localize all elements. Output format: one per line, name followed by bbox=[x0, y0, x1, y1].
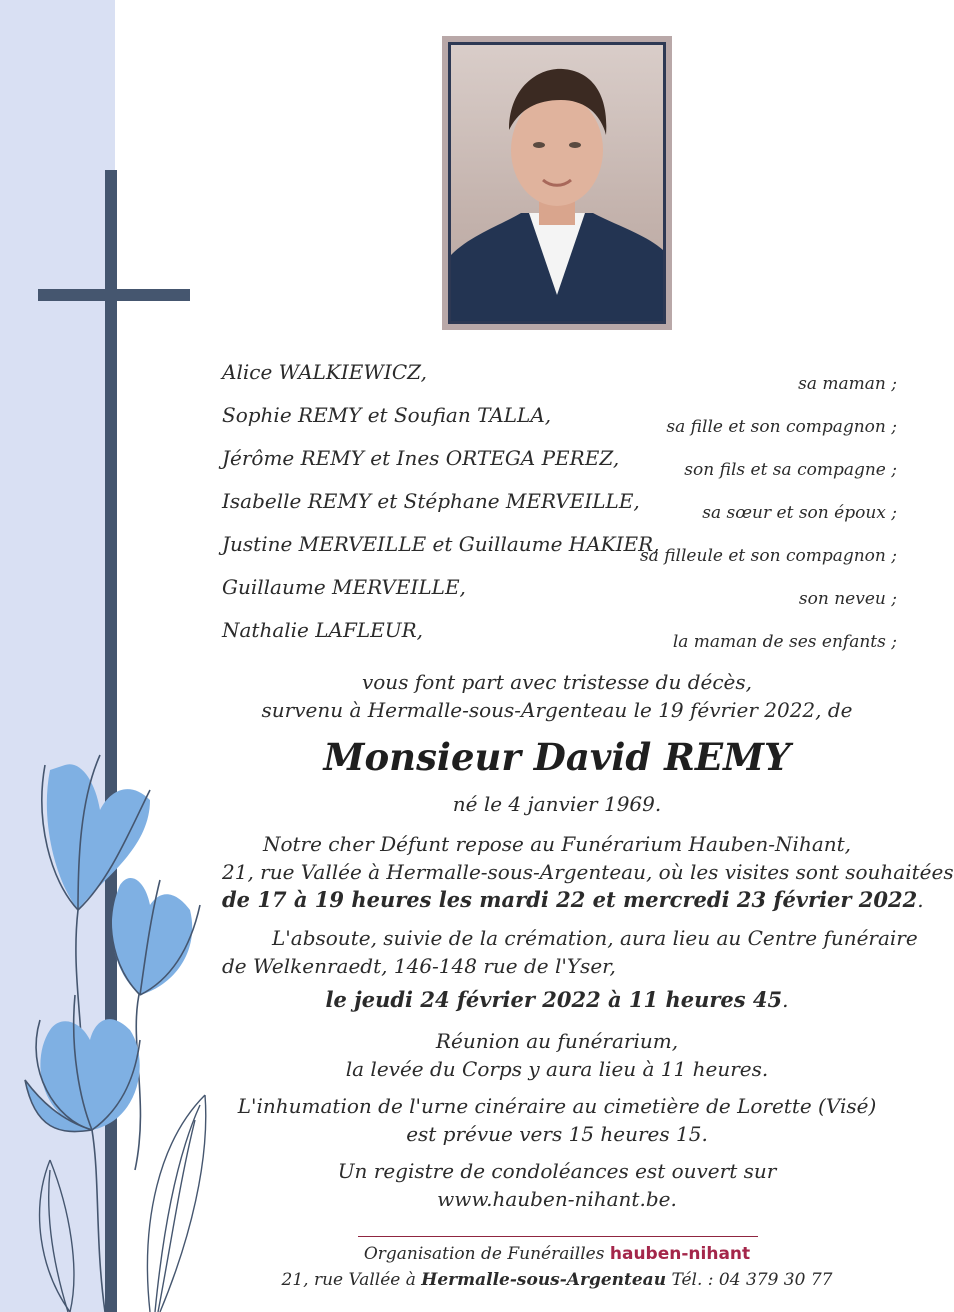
mourner-row bbox=[222, 360, 897, 403]
deceased-name: Monsieur David REMY bbox=[323, 735, 791, 779]
mourner-relation: sa filleule et son compagnon ; bbox=[639, 546, 897, 566]
gathering-line-2: la levée du Corps y aura lieu à 11 heures. bbox=[345, 1057, 769, 1081]
mourners-list bbox=[222, 360, 897, 661]
condolences-info bbox=[222, 1157, 892, 1213]
visitation-info bbox=[222, 830, 954, 914]
ceremony-info bbox=[222, 924, 918, 980]
mourner-relation: la maman de ses enfants ; bbox=[672, 632, 897, 652]
gathering-line-1: Réunion au funérarium, bbox=[435, 1029, 679, 1053]
mourner-row bbox=[222, 489, 897, 532]
footer-organisation bbox=[222, 1244, 892, 1264]
condolences-link[interactable]: www.hauben-nihant.be. bbox=[437, 1187, 677, 1211]
cross-horizontal-bar bbox=[38, 289, 190, 301]
mourner-relation: son fils et sa compagne ; bbox=[684, 460, 897, 480]
mourner-row bbox=[222, 532, 897, 575]
mourner-name: Guillaume MERVEILLE, bbox=[222, 575, 466, 599]
announcement-line-2: survenu à Hermalle-sous-Argenteau le 19 février 2022, de bbox=[261, 698, 853, 722]
birth-date: né le 4 janvier 1969. bbox=[452, 792, 662, 816]
mourner-name: Nathalie LAFLEUR, bbox=[222, 618, 424, 642]
announcement-text bbox=[222, 668, 892, 724]
mourner-row bbox=[222, 446, 897, 489]
brand-logo: hauben-nihant bbox=[609, 1244, 751, 1264]
announcement-line-1: vous font part avec tristesse du décès, bbox=[361, 670, 753, 694]
mourner-relation: son neveu ; bbox=[798, 589, 897, 609]
mourner-name: Isabelle REMY et Stéphane MERVEILLE, bbox=[222, 489, 640, 513]
mourner-row bbox=[222, 575, 897, 618]
burial-line-2: est prévue vers 15 heures 15. bbox=[406, 1122, 708, 1146]
ceremony-date: le jeudi 24 février 2022 à 11 heures 45 bbox=[325, 987, 783, 1012]
mourner-relation: sa sœur et son époux ; bbox=[702, 503, 897, 523]
visitation-hours-line: de 17 à 19 heures les mardi 22 et mercredi 23 février 2022. bbox=[222, 887, 924, 912]
mourner-name: Justine MERVEILLE et Guillaume HAKIER, bbox=[222, 532, 660, 556]
ceremony-date-line: le jeudi 24 février 2022 à 11 heures 45. bbox=[325, 987, 789, 1012]
visitation-hours: de 17 à 19 heures les mardi 22 et mercredi 23 février 2022 bbox=[222, 887, 918, 912]
footer-divider bbox=[358, 1236, 758, 1237]
address-prefix: 21, rue Vallée à bbox=[281, 1270, 416, 1290]
org-prefix: Organisation de Funérailles bbox=[363, 1244, 605, 1264]
gathering-info bbox=[222, 1027, 892, 1083]
burial-info bbox=[222, 1092, 892, 1148]
footer-address bbox=[222, 1270, 892, 1290]
ceremony-line-2: de Welkenraedt, 146-148 rue de l'Yser, bbox=[222, 954, 616, 978]
mourner-name: Sophie REMY et Soufian TALLA, bbox=[222, 403, 552, 427]
mourner-row bbox=[222, 618, 897, 661]
mourner-relation: sa fille et son compagnon ; bbox=[666, 417, 897, 437]
ceremony-line-1: L'absoute, suivie de la crémation, aura lieu au Centre funéraire bbox=[272, 926, 918, 950]
visitation-line-2: 21, rue Vallée à Hermalle-sous-Argenteau, où les visites sont souhaitées bbox=[222, 860, 954, 884]
phone-number: Tél. : 04 379 30 77 bbox=[671, 1270, 833, 1290]
condolences-line-1: Un registre de condoléances est ouvert sur bbox=[337, 1159, 777, 1183]
mourner-row bbox=[222, 403, 897, 446]
visitation-line-1: Notre cher Défunt repose au Funérarium Hauben-Nihant, bbox=[262, 832, 852, 856]
mourner-name: Alice WALKIEWICZ, bbox=[222, 360, 428, 384]
burial-line-1: L'inhumation de l'urne cinéraire au cimetière de Lorette (Visé) bbox=[237, 1094, 877, 1118]
portrait-photo bbox=[448, 42, 666, 324]
mourner-name: Jérôme REMY et Ines ORTEGA PEREZ, bbox=[222, 446, 620, 470]
portrait-frame bbox=[442, 36, 672, 330]
tulip-flowers-illustration bbox=[0, 740, 230, 1312]
mourner-relation: sa maman ; bbox=[798, 374, 897, 394]
address-town: Hermalle-sous-Argenteau bbox=[421, 1270, 667, 1290]
